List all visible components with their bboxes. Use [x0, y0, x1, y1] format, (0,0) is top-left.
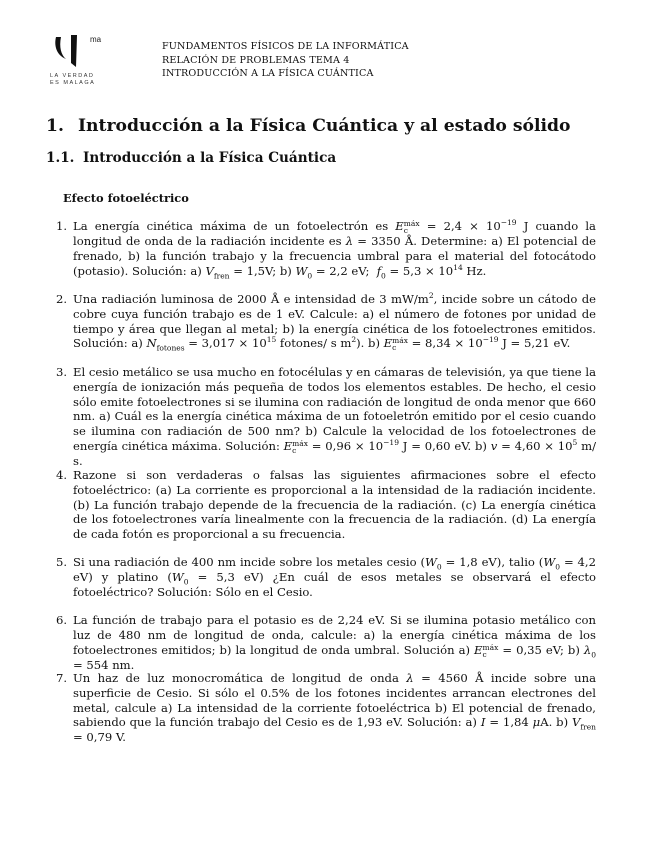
problem-5 [56, 555, 596, 599]
problem-number: 5. [56, 555, 68, 569]
subsection-title: Introducción a la Física Cuántica [83, 150, 337, 166]
header-line3: INTRODUCCIÓN A LA FÍSICA CUÁNTICA [162, 68, 374, 80]
problem-text: Una radiación luminosa de 2000 Å e intensidad de 3 $mW/m^2$, incide sobre un cátodo de cobre cuya función trabajo es de 1 eV. Calcule: a) el número de fotones por unidad de tiempo y área que llegan al metal; b) la energía cinética de los fotoelectrones emitidos. Solución: a) $N_{fotones} = 3,017 \times 10^{15}$ fotones/ s $m^2$). b) E máx c = $8,34 \times 10^{-19}$ J = 5,21 eV. [73, 291, 596, 353]
problem-number: 6. [56, 613, 68, 627]
logo-text-line2: ES MALAGA [50, 80, 96, 86]
subsection-number: 1.1. [46, 150, 75, 166]
problem-2 [56, 291, 596, 353]
logo-superscript: ma [90, 35, 102, 44]
problem-number: 4. [56, 468, 68, 482]
problem-text: Un haz de luz monocromática de longitud de onda λ = 4560 Å incide sobre una superficie de Cesio. Si sólo el 0.5% de los fotones incidentes arrancan electrones del metal, calcule a) La intensidad de la corriente fotoeléctrica b) El potencial de frenado, sabiendo que la función trabajo del Cesio es de 1,93 eV. Solución: a) I = 1,84 μA. b) $V_{fren} = 0,79$ V. [73, 671, 597, 745]
problem-number: 7. [56, 671, 68, 685]
header-line1: FUNDAMENTOS FÍSICOS DE LA INFORMÁTICA [162, 41, 409, 52]
problem-number: 1. [56, 219, 68, 233]
problem-7 [56, 671, 597, 745]
section-heading [46, 116, 571, 136]
problem-text: La energía cinética máxima de un fotoelectrón es E máx c = $2,4 \times 10^{-19}$ J cuando la longitud de onda de la radiación incidente es λ = 3350 Å. Determine: a) El potencial de frenado, b) la función trabajo y la frecuencia umbral para el material del fotocátodo (potasio). Solución: a) $V_{fren} = 1,5V$; b) $W_0 = 2,2$ eV; $f_0 = 5,3 \times 10^{14}$ Hz. [73, 218, 596, 280]
problem-number: 3. [56, 365, 68, 379]
problem-3 [56, 365, 597, 469]
logo-mark-icon [50, 33, 90, 69]
problem-4 [56, 468, 596, 542]
header-line2: RELACIÓN DE PROBLEMAS TEMA 4 [162, 54, 350, 66]
problem-text: Si una radiación de 400 nm incide sobre los metales cesio ($W_0 = 1,8$ eV), talio ($W_0 = 4,2$ eV) y platino ($W_0 = 5,3$ eV) ¿En cuál de esos metales se observará el efecto fotoeléctrico? Solución: Sólo en el Cesio. [73, 555, 596, 599]
section-title: Introducción a la Física Cuántica y al estado sólido [78, 116, 571, 136]
problem-text: La función de trabajo para el potasio es de 2,24 eV. Si se ilumina potasio metálico con luz de 480 nm de longitud de onda, calcule: a) la energía cinética máxima de los fotoelectrones emitidos; b) la longitud de onda umbral. Solución a) E máx c = 0,35 eV; b) $\lambda_0 = 554$ nm. [73, 613, 597, 672]
page-header [162, 40, 409, 81]
university-logo [50, 33, 112, 91]
problem-text: Razone si son verdaderas o falsas las siguientes afirmaciones sobre el efecto fotoeléctrico: (a) La corriente es proporcional a la intensidad de la radiación incidente. (b) La función trabajo depende de la frecuencia de la radiación. (c) La energía cinética de los fotoelectrones varía linealmente con la frecuencia de la radiación. (d) La energía de cada fotón es proporcional a su frecuencia. [73, 468, 596, 542]
problem-6 [56, 613, 597, 672]
logo-text-line1: LA VERDAD [50, 73, 95, 79]
problem-text: El cesio metálico se usa mucho en fotocélulas y en cámaras de televisión, ya que tiene la energía de ionización más pequeña de todos los elementos estables. De hecho, el cesio sólo emite fotoelectrones si se ilumina con radiación de longitud de onda menor que 660 nm. a) Cuál es la energía cinética máxima de un fotoeletrón emitido por el cesio cuando se ilumina con radiación de 500 nm? b) Calcule la velocidad de los fotoelectrones de energía cinética máxima. Solución: E máx c = $0,96 \times 10^{-19}$ J = 0,60 eV. b) $v = 4,60 \times 10^5$ m/ s. [73, 365, 597, 468]
subsection-heading [46, 150, 336, 166]
problem-1 [56, 218, 596, 280]
subsubsection-heading: Efecto fotoeléctrico [63, 191, 189, 205]
problem-number: 2. [56, 292, 68, 306]
section-number: 1. [46, 116, 64, 136]
